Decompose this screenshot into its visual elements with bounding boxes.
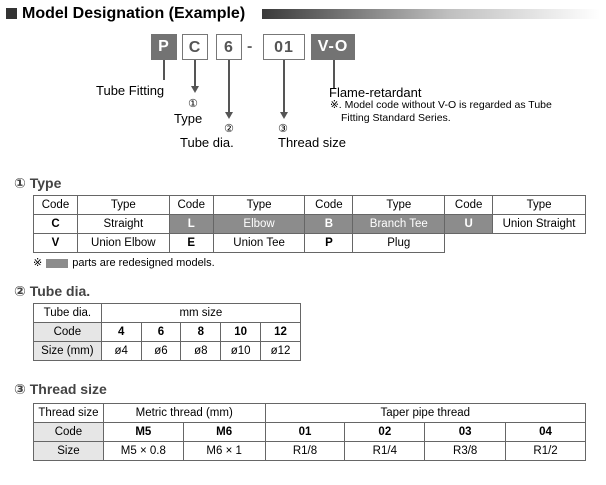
table-row (34, 304, 301, 323)
note-text: parts are redesigned models. (72, 257, 215, 269)
note-mark: ※ (33, 257, 43, 269)
arrow-down-icon (191, 86, 199, 93)
label-thread-size: Thread size (278, 135, 346, 150)
header-cell: Code (34, 196, 78, 215)
label-type-number: ① (188, 98, 198, 110)
arrow-down-icon (280, 112, 288, 119)
code-segment-c: C (182, 34, 208, 60)
leader-vo (333, 60, 335, 88)
code-cell: P (305, 234, 353, 253)
code-cell: 8 (181, 323, 221, 342)
type-table (33, 195, 586, 253)
table-row (34, 215, 586, 234)
type-cell: Union Elbow (77, 234, 169, 253)
type-cell: Straight (77, 215, 169, 234)
code-cell-redesigned: B (305, 215, 353, 234)
label-tube-dia: Tube dia. (180, 135, 234, 150)
size-cell: R1/2 (506, 442, 586, 461)
table-row (34, 342, 301, 361)
header-cell: Code (305, 196, 353, 215)
gray-swatch-icon (46, 259, 68, 268)
row-label: Code (34, 423, 104, 442)
table-row (34, 196, 586, 215)
code-cell: 02 (345, 423, 425, 442)
code-cell: 12 (261, 323, 301, 342)
flame-note-line2: Fitting Standard Series. (341, 112, 451, 124)
header-cell: Taper pipe thread (265, 404, 585, 423)
table-row (34, 442, 586, 461)
header-cell: Code (169, 196, 213, 215)
size-cell: ø8 (181, 342, 221, 361)
header-cell: Type (77, 196, 169, 215)
size-cell: ø6 (141, 342, 181, 361)
arrow-down-icon (225, 112, 233, 119)
leader-01 (283, 60, 285, 112)
header-cell: Code (445, 196, 493, 215)
code-cell: M6 (183, 423, 265, 442)
table-row (34, 234, 586, 253)
table-row (34, 323, 301, 342)
row-label: Size (mm) (34, 342, 102, 361)
header-cell: Type (353, 196, 445, 215)
code-dash: - (247, 38, 253, 55)
code-segment-p: P (151, 34, 177, 60)
size-cell: M5 × 0.8 (103, 442, 183, 461)
label-thread-number: ③ (278, 123, 288, 135)
table-row (34, 404, 586, 423)
leader-c (194, 60, 196, 86)
header-cell: Tube dia. (34, 304, 102, 323)
code-cell: 10 (221, 323, 261, 342)
code-cell: M5 (103, 423, 183, 442)
code-cell: 6 (141, 323, 181, 342)
leader-p (163, 60, 165, 80)
code-cell: V (34, 234, 78, 253)
type-cell-redesigned: Elbow (213, 215, 305, 234)
size-cell: M6 × 1 (183, 442, 265, 461)
header-cell: Metric thread (mm) (103, 404, 265, 423)
thread-size-table (33, 403, 586, 461)
label-tube-fitting: Tube Fitting (96, 83, 165, 98)
section-header (6, 4, 600, 24)
size-cell: R1/4 (345, 442, 425, 461)
tube-section-title: ② Tube dia. (14, 283, 91, 299)
code-cell: 4 (101, 323, 141, 342)
size-cell: ø10 (221, 342, 261, 361)
header-square-icon (6, 8, 17, 19)
code-cell-redesigned: U (445, 215, 493, 234)
table-row (34, 423, 586, 442)
size-cell: R3/8 (425, 442, 506, 461)
type-cell: Plug (353, 234, 445, 253)
header-cell: Thread size (34, 404, 104, 423)
header-gradient-bar (262, 9, 600, 19)
row-label: Size (34, 442, 104, 461)
header-cell: mm size (101, 304, 300, 323)
code-cell: 01 (265, 423, 345, 442)
tube-dia-table (33, 303, 301, 361)
label-flame-retardant: Flame-retardant (329, 85, 422, 100)
page-title: Model Designation (Example) (22, 5, 246, 22)
flame-note-line1: ※. Model code without V-O is regarded as Tube (330, 99, 552, 111)
redesign-note (33, 256, 215, 269)
code-cell: C (34, 215, 78, 234)
code-cell-redesigned: L (169, 215, 213, 234)
row-label: Code (34, 323, 102, 342)
code-segment-vo: V-O (311, 34, 355, 60)
type-cell: Union Straight (493, 215, 586, 234)
size-cell: ø12 (261, 342, 301, 361)
code-segment-6: 6 (216, 34, 242, 60)
type-cell-redesigned: Branch Tee (353, 215, 445, 234)
label-tube-dia-number: ② (224, 123, 234, 135)
size-cell: ø4 (101, 342, 141, 361)
leader-6 (228, 60, 230, 112)
header-cell: Type (493, 196, 586, 215)
code-cell: 04 (506, 423, 586, 442)
code-cell: 03 (425, 423, 506, 442)
header-cell: Type (213, 196, 305, 215)
type-section-title: ① Type (14, 175, 62, 191)
code-segment-01: 01 (263, 34, 305, 60)
type-cell: Union Tee (213, 234, 305, 253)
size-cell: R1/8 (265, 442, 345, 461)
code-cell: E (169, 234, 213, 253)
label-type: Type (174, 111, 203, 126)
thread-section-title: ③ Thread size (14, 381, 107, 397)
